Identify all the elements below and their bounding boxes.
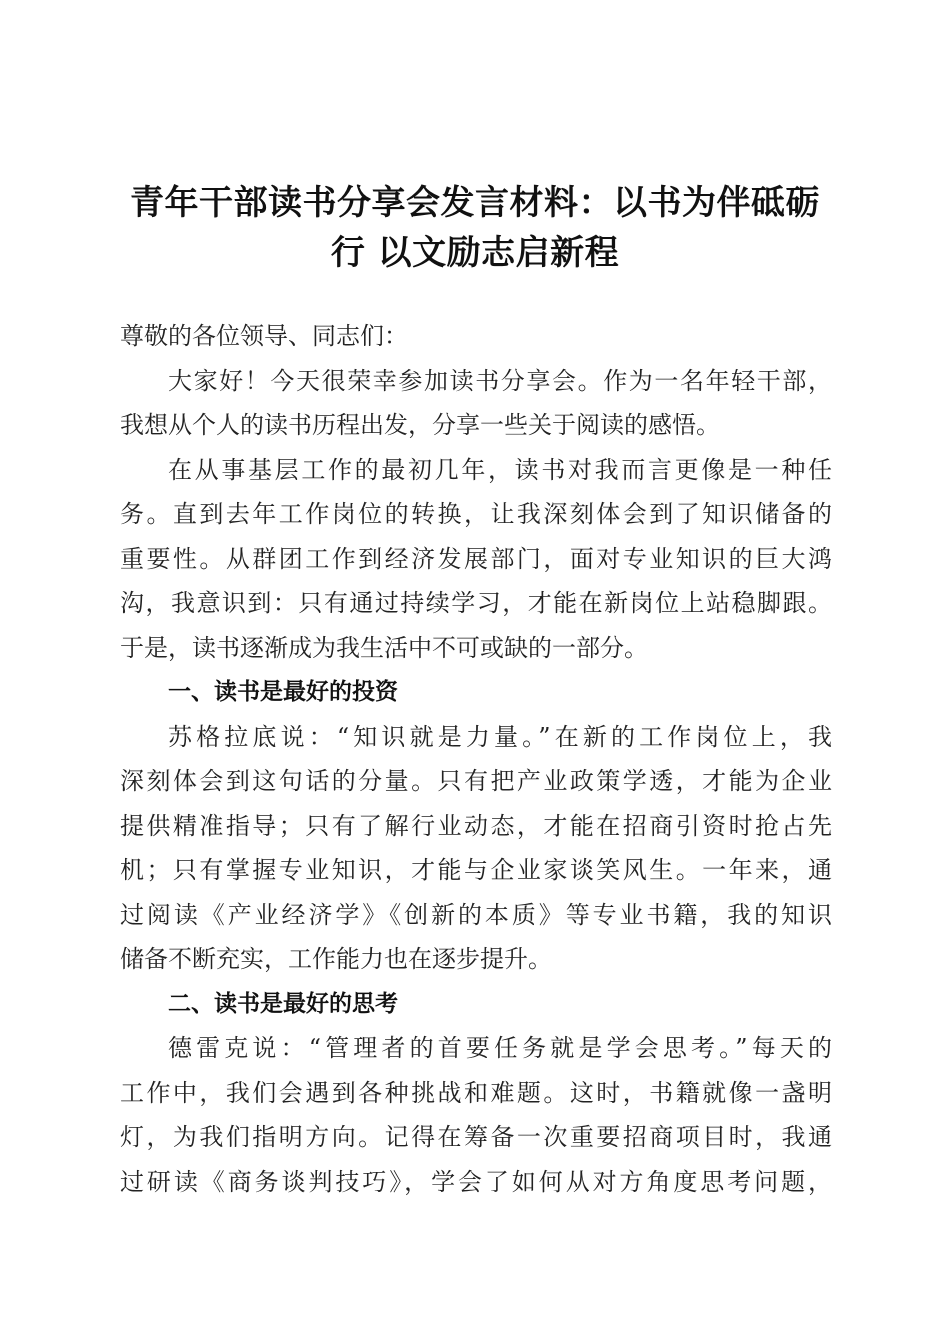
paragraph-line: 我想从个人的读书历程出发，分享一些关于阅读的感悟。: [120, 411, 720, 439]
paragraph-line: 过阅读《产业经济学》《创新的本质》等专业书籍，我的知识: [120, 900, 832, 929]
document-title: [110, 178, 840, 278]
paragraph-line: 工作中，我们会遇到各种挑战和难题。这时，书籍就像一盏明: [120, 1078, 832, 1107]
paragraph-1: [120, 359, 832, 448]
paragraph-4: [120, 1026, 832, 1204]
paragraph-3: [120, 715, 832, 982]
paragraph-line: 机；只有掌握专业知识，才能与企业家谈笑风生。一年来，通: [120, 856, 832, 884]
paragraph-line: 重要性。从群团工作到经济发展部门，面对专业知识的巨大鸿: [120, 544, 832, 573]
title-line-1: 青年干部读书分享会发言材料：以书为伴砥砺: [130, 183, 820, 223]
paragraph-line: 德雷克说：“管理者的首要任务就是学会思考。”每天的: [168, 1034, 832, 1062]
paragraph-line: 沟，我意识到：只有通过持续学习，才能在新岗位上站稳脚跟。: [120, 589, 832, 617]
title-line-2: 行 以文励志启新程: [330, 233, 620, 273]
paragraph-line: 储备不断充实，工作能力也在逐步提升。: [120, 945, 552, 973]
paragraph-line: 大家好！今天很荣幸参加读书分享会。作为一名年轻干部，: [168, 366, 832, 395]
document-body: [120, 314, 832, 1204]
section-heading-2: 二、读书是最好的思考: [168, 990, 398, 1017]
paragraph-line: 提供精准指导；只有了解行业动态，才能在招商引资时抢占先: [120, 811, 832, 840]
paragraph-line: 过研读《商务谈判技巧》，学会了如何从对方角度思考问题，: [120, 1167, 832, 1196]
paragraph-2: [120, 448, 832, 671]
greeting: 尊敬的各位领导、同志们：: [120, 322, 408, 350]
paragraph-line: 深刻体会到这句话的分量。只有把产业政策学透，才能为企业: [120, 767, 832, 795]
paragraph-line: 灯，为我们指明方向。记得在筹备一次重要招商项目时，我通: [120, 1123, 832, 1151]
paragraph-line: 于是，读书逐渐成为我生活中不可或缺的一部分。: [120, 633, 648, 662]
section-heading-1: 一、读书是最好的投资: [168, 679, 398, 705]
paragraph-line: 务。直到去年工作岗位的转换，让我深刻体会到了知识储备的: [120, 500, 832, 528]
paragraph-line: 苏格拉底说：“知识就是力量。”在新的工作岗位上，我: [168, 722, 832, 751]
paragraph-line: 在从事基层工作的最初几年，读书对我而言更像是一种任: [168, 455, 832, 484]
